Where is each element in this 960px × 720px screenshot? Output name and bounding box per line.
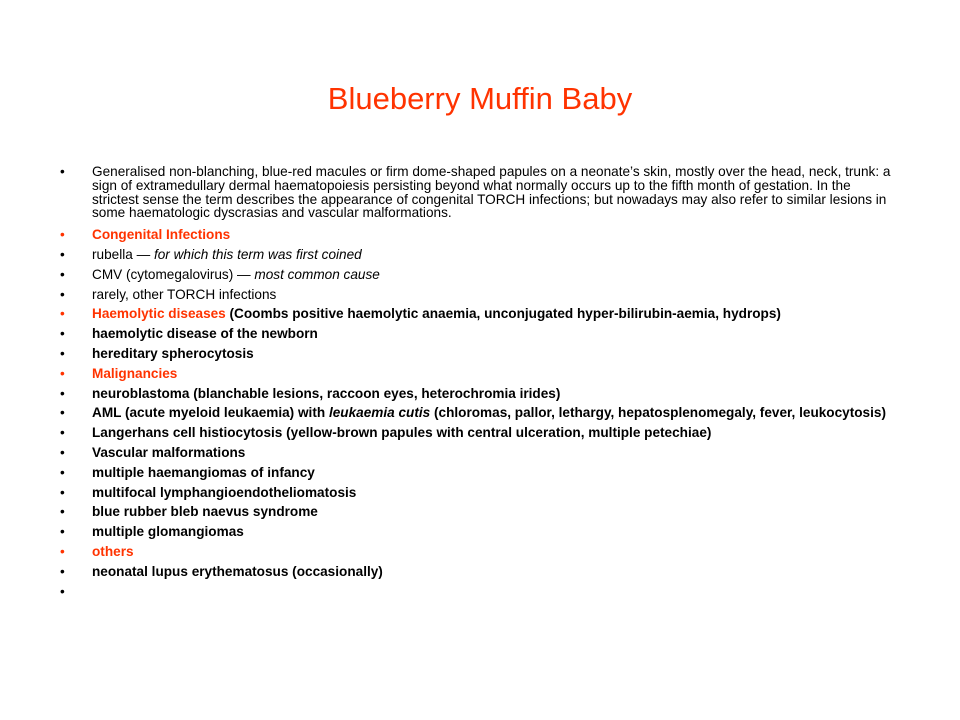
bullet-icon: •: [60, 563, 65, 579]
bullet-icon: •: [60, 266, 65, 282]
blue-rubber-text: blue rubber bleb naevus syndrome: [92, 504, 318, 520]
slide-title: Blueberry Muffin Baby: [327, 81, 633, 116]
lupus-text: neonatal lupus erythematosus (occasionally): [92, 563, 383, 579]
bullet-icon: •: [60, 246, 65, 262]
congenital-heading: Congenital Infections: [92, 227, 231, 243]
bullet-icon: •: [60, 583, 65, 599]
rubella-note: for which this term was first coined: [153, 246, 362, 262]
list-item-lymphangio: [60, 486, 900, 500]
bullet-icon: •: [60, 227, 65, 243]
list-item-haemolytic: [60, 307, 900, 321]
intro-text: Generalised non-blanching, blue-red macules or firm dome-shaped papules on a neonate’s skin, mostly over the head, neck, trunk: a sign of extramedullary dermal haematopoiesis persisting beyond what normally occurs up to the fifth month of gestation. In the strictest sense the term describes the appearance of congenital TORCH infections; but nowadays may also refer to similar lesions in some haematologic dyscrasias and vascular malformations.: [92, 164, 891, 221]
aml-detail: (chloromas, pallor, lethargy, hepatosplenomegaly, fever, leukocytosis): [430, 405, 886, 421]
haemolytic-heading: Haemolytic diseases: [92, 306, 226, 322]
bullet-icon: •: [60, 365, 65, 381]
bullet-icon: •: [60, 405, 65, 421]
bullet-icon: •: [60, 464, 65, 480]
vascular-text: Vascular malformations: [92, 444, 246, 460]
malignancies-heading: Malignancies: [92, 365, 178, 381]
list-item-aml: [60, 406, 900, 420]
bullet-icon: •: [60, 164, 65, 179]
list-item-lupus: [60, 565, 900, 579]
rubella-text: rubella —: [92, 246, 154, 262]
list-item-spherocytosis: [60, 347, 900, 361]
list-item-malignancies: [60, 367, 900, 381]
bullet-icon: •: [60, 444, 65, 460]
bullet-icon: •: [60, 524, 65, 540]
aml-text: AML (acute myeloid leukaemia) with: [92, 405, 329, 421]
bullet-icon: •: [60, 425, 65, 441]
others-heading: others: [92, 543, 134, 559]
list-item-torch-other: [60, 288, 900, 302]
list-item-cmv: [60, 268, 900, 282]
list-item-vascular: [60, 446, 900, 460]
bullet-icon: •: [60, 484, 65, 500]
cmv-text: CMV (cytomegalovirus) —: [92, 266, 255, 282]
list-item-others: [60, 545, 900, 559]
bullet-icon: •: [60, 326, 65, 342]
haemangiomas-text: multiple haemangiomas of infancy: [92, 464, 315, 480]
bullet-icon: •: [60, 504, 65, 520]
bullet-icon: •: [60, 385, 65, 401]
aml-cutis: leukaemia cutis: [328, 405, 431, 421]
spherocytosis-text: hereditary spherocytosis: [92, 345, 254, 361]
neuroblastoma-text: neuroblastoma (blanchable lesions, raccoon eyes, heterochromia irides): [92, 385, 561, 401]
torch-other-text: rarely, other TORCH infections: [92, 286, 277, 302]
list-item-neuroblastoma: [60, 387, 900, 401]
list-item-langerhans: [60, 426, 900, 440]
bullet-icon: •: [60, 306, 65, 322]
cmv-note: most common cause: [254, 266, 380, 282]
glomangiomas-text: multiple glomangiomas: [92, 524, 244, 540]
list-item-intro: [60, 165, 900, 220]
list-item-hdn: [60, 327, 900, 341]
list-item-congenital: [60, 228, 900, 242]
lymphangio-text: multifocal lymphangioendotheliomatosis: [92, 484, 357, 500]
list-item-haemangiomas: [60, 466, 900, 480]
bullet-icon: •: [60, 543, 65, 559]
bullet-icon: •: [60, 345, 65, 361]
list-item-blue-rubber: [60, 505, 900, 519]
list-item-glomangiomas: [60, 525, 900, 539]
langerhans-text: Langerhans cell histiocytosis (yellow-brown papules with central ulceration, multiple petechiae): [92, 425, 712, 441]
list-item-rubella: [60, 248, 900, 262]
haemolytic-detail: (Coombs positive haemolytic anaemia, unconjugated hyper-bilirubin-aemia, hydrops): [225, 306, 781, 322]
hdn-text: haemolytic disease of the newborn: [92, 326, 318, 342]
list-item-empty: [60, 585, 900, 599]
bullet-list: [60, 165, 900, 604]
bullet-icon: •: [60, 286, 65, 302]
